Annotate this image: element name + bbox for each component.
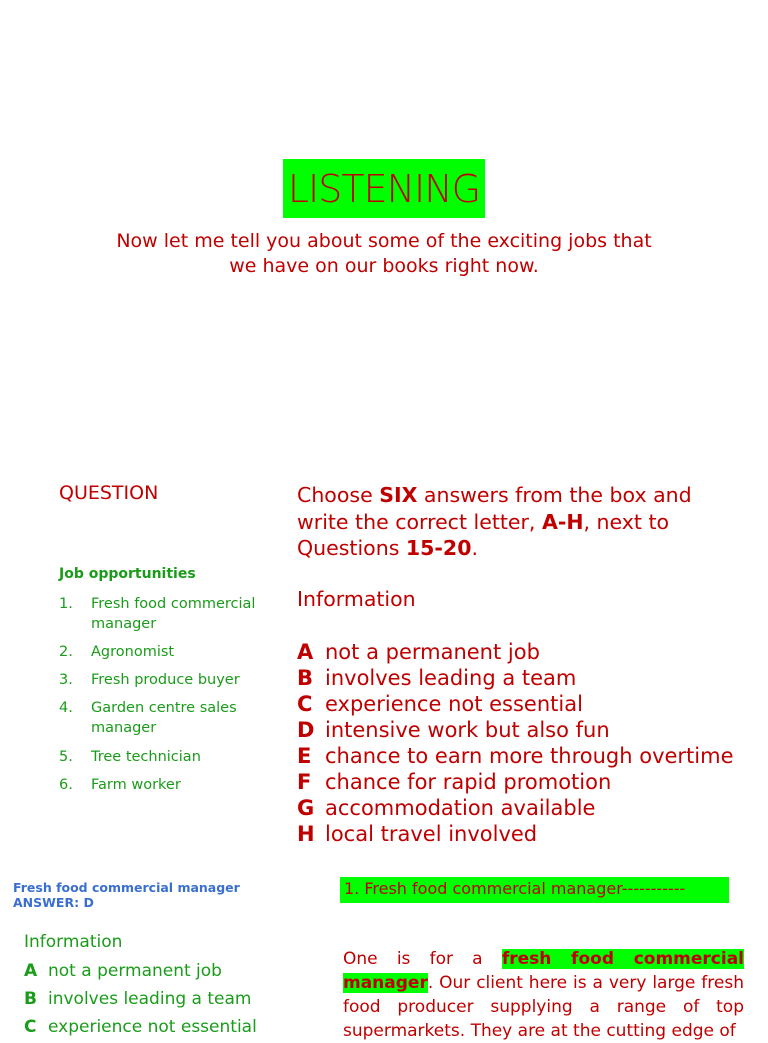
instruction-range: A-H: [541, 509, 584, 534]
option-text: involves leading a team: [325, 666, 577, 690]
information-heading: Information: [297, 587, 416, 611]
option-item: [297, 639, 540, 665]
instruction-part: Choose: [297, 483, 380, 507]
option-text: experience not essential: [48, 1017, 257, 1037]
option-letter: A: [297, 640, 314, 664]
option-text: intensive work but also fun: [325, 718, 610, 742]
instruction-questions: 15-20: [405, 536, 472, 560]
job-number: 5.: [59, 749, 73, 765]
answer-header: 1. Fresh food commercial manager-----------: [344, 879, 686, 898]
option-item: [24, 988, 251, 1010]
option-letter: D: [297, 718, 315, 742]
instruction-part: , next to Questions: [297, 509, 670, 560]
option-text: experience not essential: [325, 692, 583, 716]
intro-text: [60, 229, 708, 279]
job-title: Agronomist: [91, 644, 175, 660]
job-number: 6.: [59, 777, 73, 793]
job-title: Farm worker: [91, 777, 181, 793]
option-item: [297, 717, 610, 743]
option-letter: F: [297, 770, 312, 794]
option-item: [297, 743, 734, 769]
option-text: not a permanent job: [48, 961, 222, 981]
job-number: 1.: [59, 596, 73, 612]
option-text: chance for rapid promotion: [325, 770, 612, 794]
job-title: Garden centre sales manager: [91, 700, 237, 736]
option-text: involves leading a team: [48, 989, 252, 1009]
answer-note-answer: ANSWER: D: [13, 895, 94, 910]
title-highlight: [283, 159, 485, 218]
intro-line-1: Now let me tell you about some of the exciting jobs that: [116, 230, 652, 252]
answer-note: [13, 880, 240, 910]
job-number: 3.: [59, 672, 73, 688]
option-item: [297, 665, 576, 691]
instruction-text: [297, 482, 737, 562]
intro-line-2: we have on our books right now.: [229, 255, 539, 277]
question-heading: QUESTION: [59, 482, 159, 504]
instruction-part: answers from the box and write the correct letter,: [297, 483, 692, 534]
information-heading-2: Information: [24, 932, 123, 952]
job-number: 2.: [59, 644, 73, 660]
option-item: [297, 795, 595, 821]
option-text: accommodation available: [325, 796, 596, 820]
option-letter: C: [297, 692, 313, 716]
option-text: chance to earn more through overtime: [325, 744, 734, 768]
jobs-heading: Job opportunities: [59, 566, 196, 582]
job-title: Fresh food commercial manager: [91, 596, 256, 632]
option-item: [24, 1016, 257, 1038]
page-title: LISTENING: [287, 166, 481, 211]
option-item: [297, 769, 611, 795]
option-letter: A: [24, 961, 38, 981]
paragraph-highlight: fresh food commercial manager: [343, 949, 745, 993]
option-letter: B: [297, 666, 314, 690]
option-text: local travel involved: [325, 822, 538, 846]
option-item: [24, 960, 222, 982]
option-letter: B: [24, 989, 37, 1009]
job-number: 4.: [59, 700, 73, 716]
job-title: Fresh produce buyer: [91, 672, 240, 688]
option-letter: H: [297, 822, 315, 846]
option-letter: C: [24, 1017, 37, 1037]
transcript-paragraph: [343, 947, 744, 1043]
option-item: [297, 821, 537, 847]
instruction-six: SIX: [379, 483, 418, 507]
option-letter: E: [297, 744, 312, 768]
job-title: Tree technician: [91, 749, 201, 765]
option-item: [297, 691, 583, 717]
paragraph-text: One is for a: [343, 949, 502, 969]
answer-note-job: Fresh food commercial manager: [13, 880, 240, 895]
option-letter: G: [297, 796, 315, 820]
option-text: not a permanent job: [325, 640, 540, 664]
paragraph-text: . Our client here is a very large fresh food producer supplying a range of top supermarkets. They are at the cutting edge of: [343, 973, 744, 1041]
instruction-part: .: [471, 536, 478, 560]
answer-header-highlight: [340, 877, 729, 903]
